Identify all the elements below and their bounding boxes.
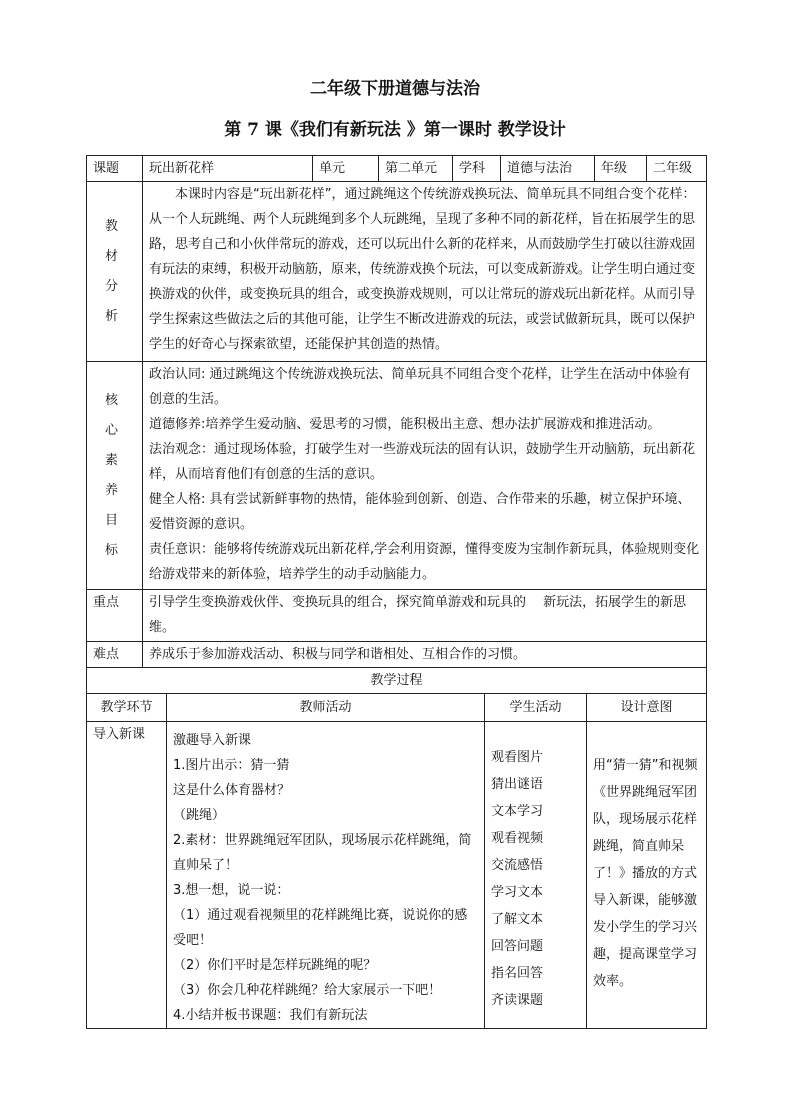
teacher-line: 3.想一想，说一说： <box>173 883 290 898</box>
header-teacher: 教师活动 <box>167 694 485 722</box>
student-line: 交流感悟 <box>491 858 544 873</box>
student-line: 回答问题 <box>491 939 544 954</box>
doc-subtitle: 第 7 课《我们有新玩法 》第一课时 教学设计 <box>224 120 566 140</box>
process-row <box>87 722 707 1029</box>
hexin-row <box>87 362 707 590</box>
student-line: 猜出谜语 <box>491 777 544 792</box>
nianji-label: 年级 <box>595 156 647 182</box>
teacher-line: 2.素材：世界跳绳冠军团队，现场展示花样跳绳，简直帅呆了！ <box>173 833 472 873</box>
jiaocai-row <box>87 182 707 362</box>
doc-title: 二年级下册道德与法治 <box>310 79 480 99</box>
danyuan-value: 第二单元 <box>379 156 453 182</box>
teacher-activity <box>167 722 485 1029</box>
xueke-value: 道德与法治 <box>501 156 595 182</box>
hexin-item: 责任意识：能够将传统游戏玩出新花样,学会利用资源，懂得变废为宝制作新玩具，体验规则变化给游戏带来的新体验，培养学生的动手动脑能力。 <box>149 542 700 582</box>
student-activity <box>485 722 587 1029</box>
teacher-line: （2）你们平时是怎样玩跳绳的呢？ <box>173 958 377 973</box>
danyuan-label: 单元 <box>313 156 379 182</box>
nandian-text: 养成乐于参加游戏活动、积极与同学和谐相处、互相合作的习惯。 <box>143 642 707 668</box>
student-line: 齐读课题 <box>491 993 544 1008</box>
nandian-row <box>87 642 707 668</box>
process-title-row <box>87 668 707 694</box>
jiaocai-text <box>143 182 707 362</box>
process-title: 教学过程 <box>87 668 707 694</box>
nianji-value: 二年级 <box>647 156 707 182</box>
teacher-line: （3）你会几种花样跳绳？给大家展示一下吧！ <box>173 983 442 998</box>
process-header-row <box>87 694 707 722</box>
hexin-item: 法治观念：通过现场体验，打破学生对一些游戏玩法的固有认识，鼓励学生开动脑筋，玩出新花样，从而培育他们有创意的生活的意识。 <box>149 442 696 482</box>
keti-value: 玩出新花样 <box>143 156 313 182</box>
student-line: 了解文本 <box>491 912 544 927</box>
student-line: 观看图片 <box>491 750 544 765</box>
student-line: 指名回答 <box>491 966 544 981</box>
header-intent: 设计意图 <box>587 694 707 722</box>
teacher-line: 这是什么体育器材？ <box>173 783 291 798</box>
zhongdian-row <box>87 590 707 642</box>
student-line: 文本学习 <box>491 804 544 819</box>
lesson-info-table <box>86 155 707 668</box>
jiaocai-paragraph: 本课时内容是“玩出新花样”，通过跳绳这个传统游戏换玩法、简单玩具不同组合变个花样：从一个人玩跳绳、两个人玩跳绳到多个人玩跳绳，呈现了多种不同的新花样，旨在拓展学生的思路，思考自己和小伙伴常玩的游戏，还可以玩出什么新的花样来，从而鼓励学生打破以往游戏固有玩法的束缚，积极开动脑筋，原来，传统游戏换个玩法，可以变成新游戏。让学生明白通过变换游戏的伙伴，或变换玩具的组合，或变换游戏规则，可以让常玩的游戏玩出新花样。从而引导学生探索这些做法之后的其他可能，让学生不断改进游戏的玩法，或尝试做新玩具，既可以保护学生的好奇心与探索欲望，还能保护其创造的热情。 <box>149 187 696 352</box>
teacher-line: 1.图片出示：猜一猜 <box>173 758 290 773</box>
zhongdian-text: 引导学生变换游戏伙伴、变换玩具的组合，探究简单游戏和玩具的 新玩法，拓展学生的新思维。 <box>143 590 707 642</box>
teacher-line: 激趣导入新课 <box>173 733 252 748</box>
jiaocai-label: 教 材 分 析 <box>87 182 143 362</box>
stage-cell: 导入新课 <box>87 722 167 1029</box>
header-student: 学生活动 <box>485 694 587 722</box>
nandian-label: 难点 <box>87 642 143 668</box>
hexin-item: 道德修养:培养学生爱动脑、爱思考的习惯，能积极出主意、想办法扩展游戏和推进活动。 <box>149 417 661 432</box>
hexin-text <box>143 362 707 590</box>
design-intent: 用“猜一猜”和视频《世界跳绳冠军团队，现场展示花样跳绳，简直帅呆了！》播放的方式导入新课，能够激发小学生的学习兴趣，提高课堂学习效率。 <box>587 722 707 1029</box>
xueke-label: 学科 <box>453 156 501 182</box>
teacher-line: 4.小结并板书课题：我们有新玩法 <box>173 1008 368 1023</box>
student-line: 观看视频 <box>491 831 544 846</box>
student-line: 学习文本 <box>491 885 544 900</box>
header-stage: 教学环节 <box>87 694 167 722</box>
keti-label: 课题 <box>87 156 143 182</box>
teacher-line: （跳绳） <box>173 808 226 823</box>
hexin-item: 政治认同: 通过跳绳这个传统游戏换玩法、简单玩具不同组合变个花样，让学生在活动中体验有创意的生活。 <box>149 367 691 407</box>
hexin-item: 健全人格: 具有尝试新鲜事物的热情，能体验到创新、创造、合作带来的乐趣，树立保护环境、爱惜资源的意识。 <box>149 492 691 532</box>
zhongdian-label: 重点 <box>87 590 143 642</box>
teaching-process-table <box>86 667 707 1029</box>
header-row <box>87 156 707 182</box>
hexin-label: 核 心 素 养 目 标 <box>87 362 143 590</box>
teacher-line: （1）通过观看视频里的花样跳绳比赛，说说你的感受吧！ <box>173 908 468 948</box>
